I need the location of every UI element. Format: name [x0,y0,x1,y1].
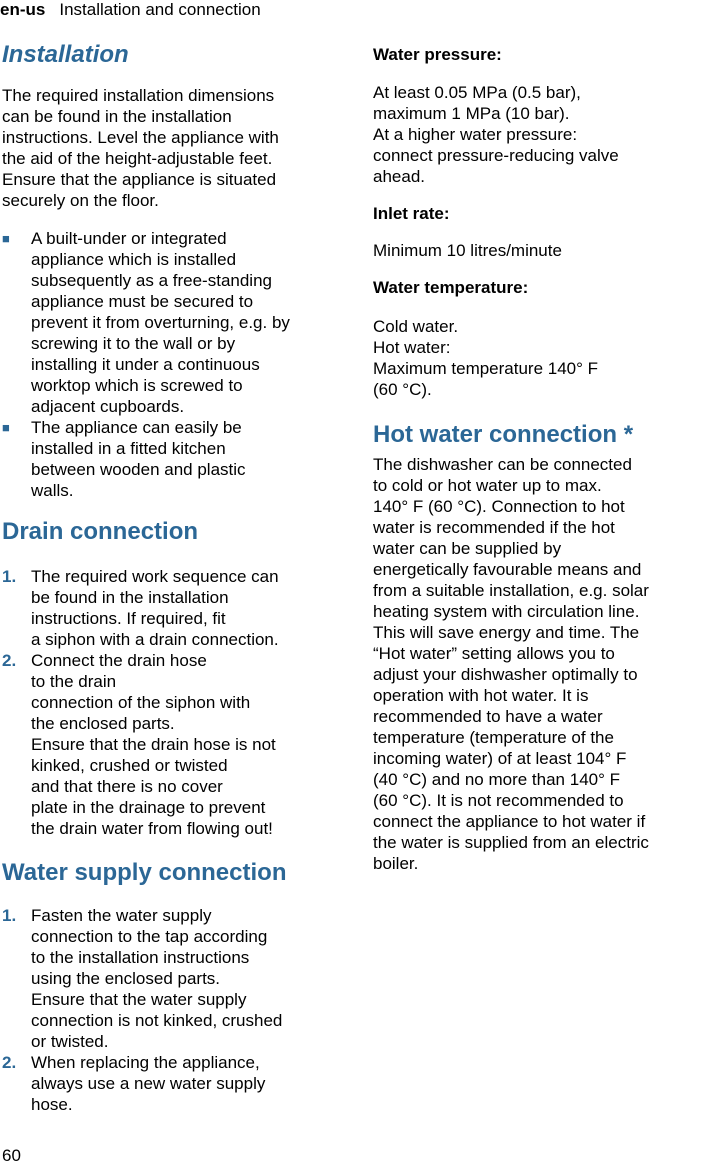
inlet-rate-text [373,240,704,261]
step-number: 1. [2,906,17,925]
text-line: water can be supplied by [373,539,562,558]
list-item [2,566,340,650]
text-line: instructions. Level the appliance with [2,128,279,147]
text-line: Maximum temperature 140° F [373,359,599,378]
hot-water-text [373,454,704,874]
text-line: (40 °C) and no more than 140° F [373,770,621,789]
step-number: 2. [2,1053,17,1072]
list-item [2,417,340,501]
section-title: Installation and connection [59,0,261,19]
text-line: recommended to have a water [373,707,603,726]
page-number: 60 [2,1146,21,1165]
text-line: can be found in the installation [2,107,232,126]
installation-intro [2,85,340,211]
text-line: connection is not kinked, crushed [31,1011,283,1030]
text-line: The appliance can easily be [31,418,242,437]
text-line: instructions. If required, fit [31,609,226,628]
text-line: connect the appliance to hot water if [373,812,646,831]
water-pressure-label: Water pressure: [373,45,502,64]
text-line: subsequently as a free-standing [31,271,272,290]
bullet-icon: ■ [2,420,10,435]
text-line: Fasten the water supply [31,906,212,925]
language-code: en-us [0,0,46,19]
text-line: heating system with circulation line. [373,602,640,621]
text-line: Hot water: [373,338,451,357]
text-line: connection of the siphon with [31,693,251,712]
bullet-icon: ■ [2,231,10,246]
text-line: a siphon with a drain connection. [31,630,279,649]
text-line: always use a new water supply [31,1074,266,1093]
text-line: 140° F (60 °C). Connection to hot [373,497,625,516]
text-line: adjust your dishwasher optimally to [373,665,638,684]
text-line: the drain water from flowing out! [31,819,273,838]
inlet-rate-value: Minimum 10 litres/minute [373,241,562,260]
text-line: installed in a fitted kitchen [31,439,226,458]
text-line: At a higher water pressure: [373,125,578,144]
inlet-rate-section [373,203,704,224]
text-line: (60 °C). [373,380,432,399]
hot-water-heading: Hot water connection * [373,421,634,448]
text-line: screwing it to the wall or by [31,334,236,353]
text-line: the water is supplied from an electric [373,833,649,852]
text-line: between wooden and plastic [31,460,246,479]
text-line: connect pressure-reducing valve [373,146,619,165]
text-line: connection to the tap according [31,927,268,946]
drain-heading: Drain connection [2,518,199,545]
text-line: to the installation instructions [31,948,250,967]
water-temperature-text [373,316,704,400]
text-line: temperature (temperature of the [373,728,614,747]
text-line: worktop which is screwed to [31,376,243,395]
text-line: hose. [31,1095,73,1114]
text-line: Connect the drain hose [31,651,207,670]
text-line: boiler. [373,854,419,873]
text-line: appliance which is installed [31,250,237,269]
text-line: to the drain [31,672,117,691]
text-line: energetically favourable means and [373,560,642,579]
text-line: The required installation dimensions [2,86,275,105]
list-item [2,905,340,1052]
text-line: The dishwasher can be connected [373,455,632,474]
page-header [0,0,261,20]
water-supply-heading: Water supply connection [2,859,287,886]
text-line: Ensure that the appliance is situated [2,170,277,189]
text-line: plate in the drainage to prevent [31,798,266,817]
step-number: 1. [2,567,17,586]
inlet-rate-label: Inlet rate: [373,204,450,223]
text-line: incoming water) of at least 104° F [373,749,627,768]
water-supply-steps [2,905,340,1115]
text-line: and that there is no cover [31,777,223,796]
text-line: securely on the floor. [2,191,159,210]
text-line: installing it under a continuous [31,355,260,374]
text-line: The required work sequence can [31,567,279,586]
list-item [2,650,340,839]
text-line: water is recommended if the hot [373,518,615,537]
list-item [2,1052,340,1115]
text-line: ahead. [373,167,425,186]
water-pressure-section [373,44,704,65]
text-line: the enclosed parts. [31,714,175,733]
text-line: to cold or hot water up to max. [373,476,602,495]
text-line: the aid of the height-adjustable feet. [2,149,273,168]
installation-heading: Installation [2,41,129,68]
text-line: At least 0.05 MPa (0.5 bar), [373,83,581,102]
text-line: “Hot water” setting allows you to [373,644,615,663]
text-line: (60 °C). It is not recommended to [373,791,624,810]
list-item [2,228,340,417]
text-line: adjacent cupboards. [31,397,185,416]
text-line: appliance must be secured to [31,292,254,311]
water-temperature-label: Water temperature: [373,278,529,297]
text-line: Ensure that the water supply [31,990,247,1009]
water-pressure-text [373,82,704,187]
installation-bullet-list [2,228,340,501]
text-line: Ensure that the drain hose is not [31,735,276,754]
text-line: prevent it from overturning, e.g. by [31,313,290,332]
step-number: 2. [2,651,17,670]
text-line: This will save energy and time. The [373,623,640,642]
text-line: When replacing the appliance, [31,1053,260,1072]
text-line: operation with hot water. It is [373,686,589,705]
text-line: walls. [31,481,74,500]
text-line: kinked, crushed or twisted [31,756,228,775]
text-line: A built-under or integrated [31,229,227,248]
drain-steps [2,566,340,839]
text-line: Cold water. [373,317,459,336]
water-temperature-section [373,277,704,298]
text-line: be found in the installation [31,588,229,607]
text-line: from a suitable installation, e.g. solar [373,581,649,600]
text-line: using the enclosed parts. [31,969,221,988]
text-line: maximum 1 MPa (10 bar). [373,104,570,123]
text-line: or twisted. [31,1032,109,1051]
